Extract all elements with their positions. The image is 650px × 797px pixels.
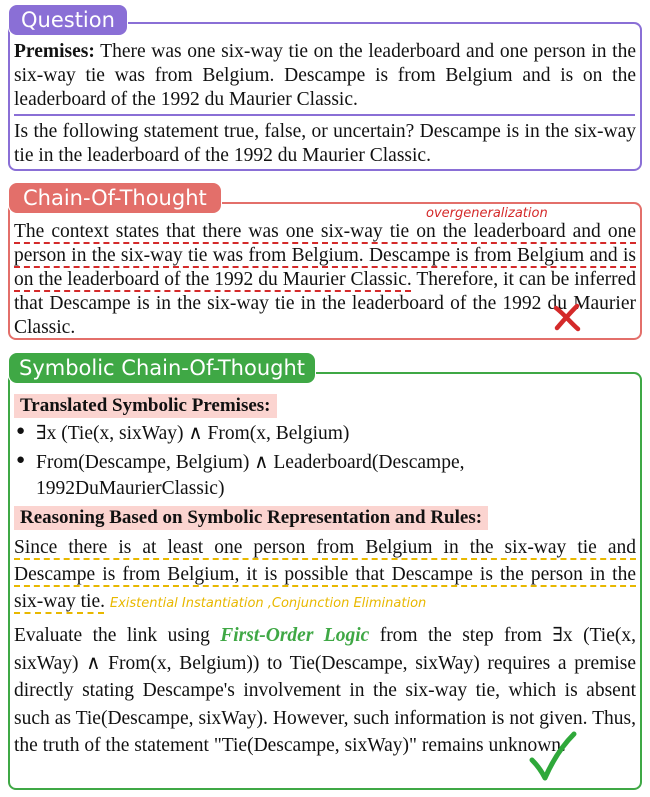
check-mark-icon (528, 730, 578, 782)
premises-text: There was one six-way tie on the leaderboard and one person in the six-way tie was from Belgium. Descampe is from Belgium and is on the leaderboard of the 1992 du Maurier Classic. (14, 41, 636, 110)
cot-conclusion: Therefore, it can be inferred that Descampe is in the six-way tie in the leaderboard of the 1992 du Maurier Classic. (14, 269, 636, 338)
cot-tag: Chain-Of-Thought (8, 182, 222, 214)
symbolic-premise-1: ∃x (Tie(x, sixWay) ∧ From(x, Belgium) (36, 423, 350, 444)
first-order-logic-label: First-Order Logic (220, 625, 370, 646)
reasoning-paragraph (14, 534, 636, 617)
cot-paragraph (14, 220, 636, 340)
bullet-icon: ● (16, 423, 26, 439)
eval-text-2: from the step from ∃x (Tie(x, sixWay) ∧ From(x, Belgium)) to Tie(Descampe, sixWay) requires a premise directly stating Descampe's involvement in the six-way tie, which is absent such as Tie(Descampe, sixWay). However, such information is not given. Thus, the truth of the statement "Tie(Descampe, sixWay)" remains unknown. (14, 625, 636, 756)
translated-premises-heading: Translated Symbolic Premises: (14, 394, 277, 418)
eval-text-1: Evaluate the link using (14, 625, 221, 646)
overgeneralization-annotation: overgeneralization (426, 206, 548, 221)
question-tag: Question (8, 4, 128, 36)
reasoning-heading: Reasoning Based on Symbolic Representation and Rules: (14, 506, 488, 530)
bullet-icon: ● (16, 452, 26, 468)
question-statement: Is the following statement true, false, or uncertain? Descampe is in the six-way tie in the leaderboard of the 1992 du Maurier Classic. (14, 121, 636, 166)
reasoning-text: Since there is at least one person from Belgium in the six-way tie and Descampe is from Belgium, it is possible that Descampe is the person in the six-way tie. (14, 537, 636, 612)
symbolic-tag: Symbolic Chain-Of-Thought (8, 352, 316, 384)
symbolic-premise-2: From(Descampe, Belgium) ∧ Leaderboard(Descampe, 1992DuMaurierClassic) (36, 452, 465, 499)
premises-paragraph (14, 40, 636, 112)
rule-annotation: Existential Instantiation ,Conjunction Elimination (109, 596, 427, 611)
premises-label: Premises: (14, 41, 95, 62)
cot-flawed-span: The context states that there was one six-way tie on the leaderboard and one person in the six-way tie was from Belgium. Descampe is from Belgium and is on the leaderboard of the 1992 du Maurier Classic. (14, 221, 636, 290)
cross-mark-icon (552, 302, 582, 332)
question-divider (14, 114, 635, 116)
